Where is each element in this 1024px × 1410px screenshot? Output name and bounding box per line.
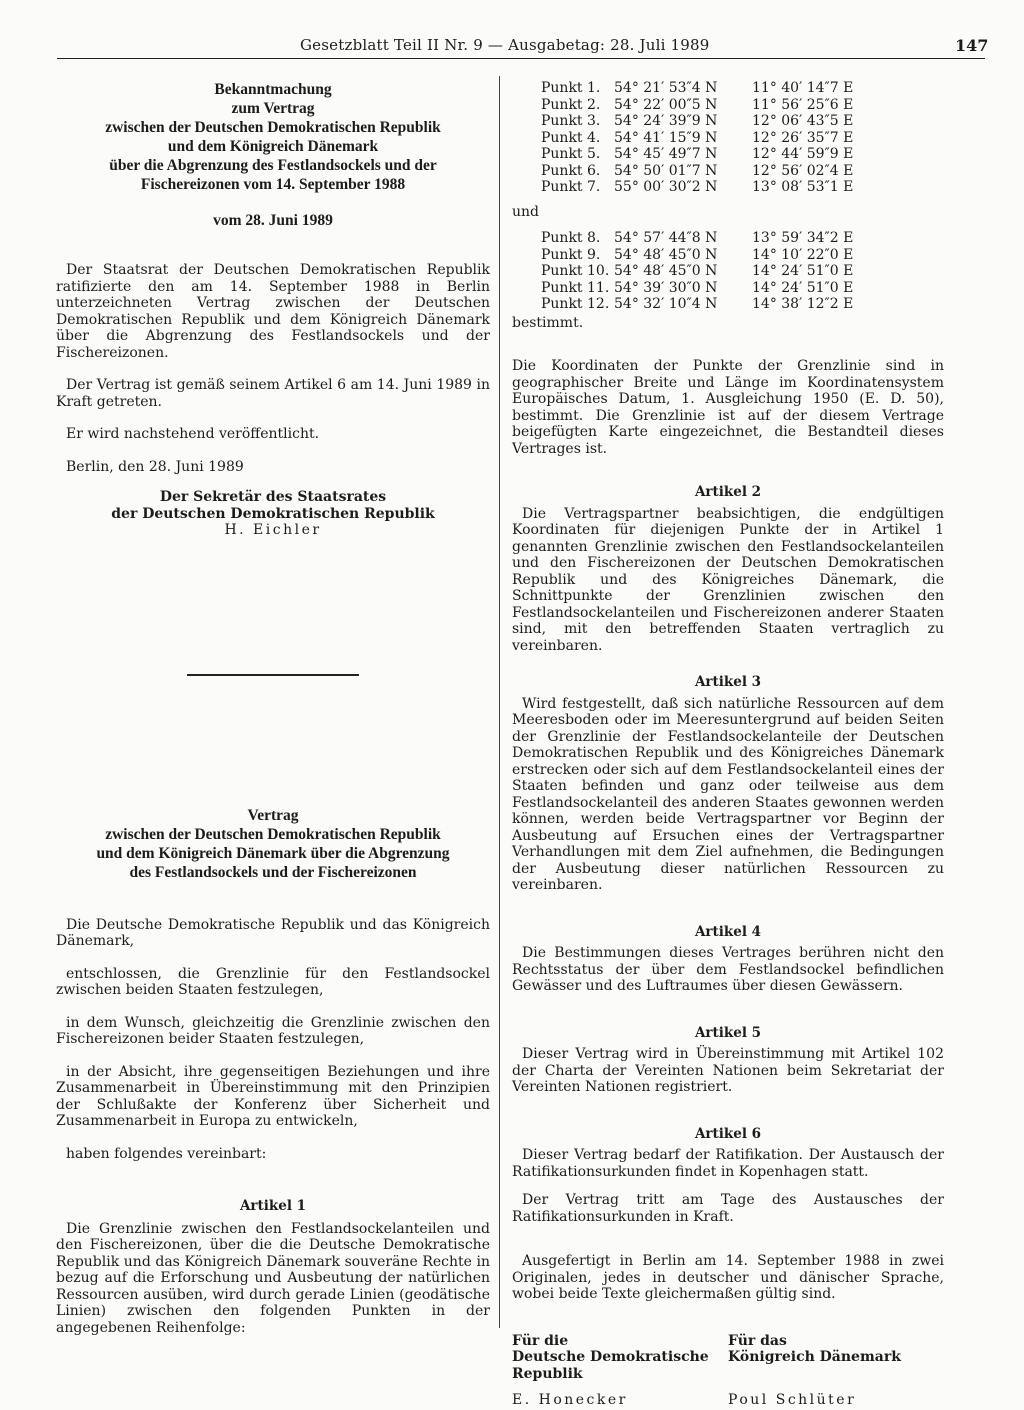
title-line: Vertrag: [247, 806, 299, 824]
preamble-paragraph: entschlossen, die Grenzlinie für den Festlandsockel zwischen beiden Staaten festzulegen,: [56, 965, 490, 998]
signature-label: Republik: [512, 1365, 583, 1382]
signature-label: Deutsche Demokratische: [512, 1349, 709, 1365]
signature-label: Für die: [512, 1332, 569, 1349]
paragraph: Er wird nachstehend veröffentlicht.: [66, 426, 320, 442]
point-label: Punkt 11.: [541, 279, 610, 296]
point-longitude: 14° 10′ 22″0 E: [752, 246, 854, 263]
bekanntmachung-date: vom 28. Juni 1989: [213, 212, 333, 229]
vertrag-title: [56, 806, 490, 882]
signer-name: Poul Schlüter: [728, 1392, 857, 1408]
artikel-heading: Artikel 1: [239, 1198, 307, 1214]
table-row: [541, 263, 872, 280]
signature-line: der Deutschen Demokratischen Republik: [111, 505, 435, 522]
point-label: Punkt 10.: [541, 263, 610, 279]
preamble-paragraph: in dem Wunsch, gleichzeitig die Grenzlinie zwischen den Fischereizonen beider Staaten festzulegen,: [56, 1014, 490, 1047]
spacer: [728, 1366, 944, 1383]
point-latitude: 54° 48′ 45″0 N: [614, 263, 718, 279]
point-longitude: 12° 44′ 59″9 E: [752, 146, 854, 162]
artikel-text: Die Bestimmungen dieses Vertrages berühren nicht den Rechtsstatus der über dem Festlandsockel befindlichen Gewässer und des Luftraumes über diesen Gewässern.: [512, 945, 944, 994]
title-line: über die Abgrenzung des Festlandsockels und der: [109, 157, 437, 174]
table-row: [541, 146, 872, 163]
signature-label: Königreich Dänemark: [728, 1349, 901, 1365]
point-longitude: 13° 08′ 53″1 E: [752, 179, 854, 195]
point-label: Punkt 12.: [541, 296, 610, 312]
signer-name: E. Honecker: [512, 1392, 628, 1408]
title-line: und dem Königreich Dänemark über die Abgrenzung: [96, 844, 450, 862]
table-row: [541, 280, 872, 297]
artikel-text: Die Vertragspartner beabsichtigen, die endgültigen Koordinaten für diejenigen Punkte der in Artikel 1 genannten Grenzlinie zwischen den Festlandsockelanteilen und den Fischereizonen der Deutschen Demokratischen Republik und des Königreiches Dänemark, die Schnittpunkte der Grenzlinien zwischen den Festlandsockelanteilen und Fischereizonen anderer Staaten sind, mit den betreffenden Staaten vertraglich zu vereinbaren.: [512, 505, 944, 654]
point-longitude: 14° 24′ 51″0 E: [752, 263, 854, 279]
header-rule: [57, 58, 985, 59]
signature-block: [512, 1333, 944, 1409]
table-row: [541, 296, 872, 313]
point-longitude: 14° 24′ 51″0 E: [752, 279, 854, 296]
signature-label: Für das: [728, 1332, 787, 1349]
section-separator: [187, 674, 359, 676]
point-latitude: 54° 22′ 00″5 N: [614, 96, 718, 113]
page-number: 147: [955, 36, 989, 55]
point-latitude: 54° 41′ 15″9 N: [614, 129, 718, 146]
table-row: [541, 230, 872, 247]
point-latitude: 54° 45′ 49″7 N: [614, 146, 718, 162]
point-longitude: 13° 59′ 34″2 E: [752, 230, 854, 246]
preamble-paragraph: Die Deutsche Demokratische Republik und das Königreich Dänemark,: [56, 916, 490, 949]
point-label: Punkt 8.: [541, 230, 601, 246]
point-latitude: 54° 24′ 39″9 N: [614, 113, 718, 129]
paragraph: Der Vertrag ist gemäß seinem Artikel 6 am 14. Juni 1989 in Kraft getreten.: [56, 377, 490, 410]
artikel-text: Dieser Vertrag bedarf der Ratifikation. Der Austausch der Ratifikationsurkunden findet in Kopenhagen statt.: [512, 1147, 944, 1180]
ausgefertigt-paragraph: Ausgefertigt in Berlin am 14. September 1988 in zwei Originalen, jedes in deutscher und dänischer Sprache, wobei beide Texte gleichermaßen gültig sind.: [512, 1253, 944, 1302]
title-line: Fischereizonen vom 14. September 1988: [140, 176, 406, 193]
point-label: Punkt 6.: [541, 162, 601, 179]
points-table-1: [541, 80, 872, 196]
artikel-heading: Artikel 4: [694, 923, 762, 940]
table-row: [541, 113, 872, 130]
table-row: [541, 179, 872, 196]
paragraph: Der Staatsrat der Deutschen Demokratischen Republik ratifizierte den am 14. September 1988 in Berlin unterzeichneten Vertrag zwischen der Deutschen Demokratischen Republik und dem Königreich Dänemark über die Abgrenzung des Festlandsockels und der Fischereizonen.: [56, 262, 490, 361]
title-line: zum Vertrag: [231, 100, 315, 117]
running-header: Gesetzblatt Teil II Nr. 9 — Ausgabetag: 28. Juli 1989: [300, 36, 710, 54]
artikel-heading: Artikel 6: [694, 1125, 762, 1142]
bekanntmachung-title: [56, 80, 490, 194]
table-row: [541, 130, 872, 147]
conjunction-und: und: [512, 203, 539, 220]
signature-left: [512, 1333, 728, 1409]
column-divider: [499, 76, 500, 1328]
point-latitude: 55° 00′ 30″2 N: [614, 179, 718, 195]
title-line: zwischen der Deutschen Demokratischen Republik: [105, 119, 441, 136]
right-column: [512, 80, 944, 1409]
table-row: [541, 80, 872, 97]
preamble-paragraph: haben folgendes vereinbart:: [66, 1145, 267, 1162]
title-line: Bekanntmachung: [214, 81, 332, 98]
title-line: des Festlandsockels und der Fischereizonen: [129, 863, 417, 881]
point-latitude: 54° 57′ 44″8 N: [614, 230, 718, 246]
point-label: Punkt 4.: [541, 129, 601, 146]
point-longitude: 14° 38′ 12″2 E: [752, 296, 854, 312]
point-label: Punkt 7.: [541, 179, 601, 195]
artikel-text: Der Vertrag tritt am Tage des Austausches der Ratifikationsurkunden in Kraft.: [512, 1192, 944, 1225]
point-latitude: 54° 48′ 45″0 N: [614, 246, 718, 263]
artikel-heading: Artikel 2: [694, 484, 762, 500]
koordinaten-paragraph: Die Koordinaten der Punkte der Grenzlinie sind in geographischer Breite und Länge im Koordinatensystem Europäisches Datum, 1. Ausgleichung 1950 (E. D. 50), bestimmt. Die Grenzlinie ist auf der diesem Vertrage beigefügten Karte eingezeichnet, die Bestandteil dieses Vertrages ist.: [512, 358, 944, 457]
point-latitude: 54° 21′ 53″4 N: [614, 80, 718, 96]
table-row: [541, 163, 872, 180]
points-table-2: [541, 230, 872, 313]
point-label: Punkt 3.: [541, 113, 601, 129]
left-column: [56, 80, 490, 1336]
point-longitude: 11° 40′ 14″7 E: [752, 80, 854, 96]
point-longitude: 12° 06′ 43″5 E: [752, 113, 854, 129]
table-row: [541, 97, 872, 114]
signature-line: Der Sekretär des Staatsrates: [159, 489, 387, 505]
preamble-paragraph: in der Absicht, ihre gegenseitigen Beziehungen und ihre Zusammenarbeit in Übereinstimmung mit den Prinzipien der Schlußakte der Konferenz über Sicherheit und Zusammenarbeit in Europa zu entwickeln,: [56, 1063, 490, 1129]
artikel-text: Wird festgestellt, daß sich natürliche Ressourcen auf dem Meeresboden oder im Meeresuntergrund auf beiden Seiten der Grenzlinie der Festlandsockelanteile der Deutschen Demokratischen Republik und des Königreiches Dänemark erstrecken oder sich auf dem Festlandsockelanteil eines der Staaten befinden und ganz oder teilweise aus dem Festlandsockelanteil des anderen Staates gewonnen werden können, werden beide Vertragspartner vor Beginn der Ausbeutung auf Ersuchen eines der Vertragspartner Verhandlungen mit dem Ziel aufnehmen, die Bedingungen der Ausbeutung dieser natürlichen Ressourcen zu vereinbaren.: [512, 695, 944, 893]
title-line: zwischen der Deutschen Demokratischen Republik: [105, 825, 441, 843]
point-latitude: 54° 32′ 10″4 N: [614, 296, 718, 312]
artikel-heading: Artikel 3: [694, 674, 762, 690]
artikel-heading: Artikel 5: [694, 1024, 762, 1041]
signer-name: H. Eichler: [224, 522, 322, 538]
bestimmt-text: bestimmt.: [512, 314, 584, 331]
artikel-text: Die Grenzlinie zwischen den Festlandsockelanteilen und den Fischereizonen, über die die Deutsche Demokratische Republik und das Königreich Dänemark souveräne Rechte in bezug auf die Erforschung und Ausbeutung der natürlichen Ressourcen ausüben, wird durch gerade Linien (geodätische Linien) zwischen den folgenden Punkten in der angegebenen Reihenfolge:: [56, 1220, 490, 1336]
artikel-text: Dieser Vertrag wird in Übereinstimmung mit Artikel 102 der Charta der Vereinten Nationen beim Sekretariat der Vereinten Nationen registriert.: [512, 1046, 944, 1095]
point-longitude: 12° 26′ 35″7 E: [752, 129, 854, 146]
point-longitude: 11° 56′ 25″6 E: [752, 96, 854, 113]
table-row: [541, 247, 872, 264]
point-label: Punkt 2.: [541, 96, 601, 113]
signature-right: [728, 1333, 944, 1409]
title-line: und dem Königreich Dänemark: [167, 138, 379, 155]
point-longitude: 12° 56′ 02″4 E: [752, 162, 854, 179]
point-label: Punkt 5.: [541, 146, 601, 162]
point-latitude: 54° 50′ 01″7 N: [614, 162, 718, 179]
place-date: Berlin, den 28. Juni 1989: [66, 458, 244, 475]
point-latitude: 54° 39′ 30″0 N: [614, 279, 718, 296]
point-label: Punkt 9.: [541, 246, 601, 263]
point-label: Punkt 1.: [541, 80, 601, 96]
